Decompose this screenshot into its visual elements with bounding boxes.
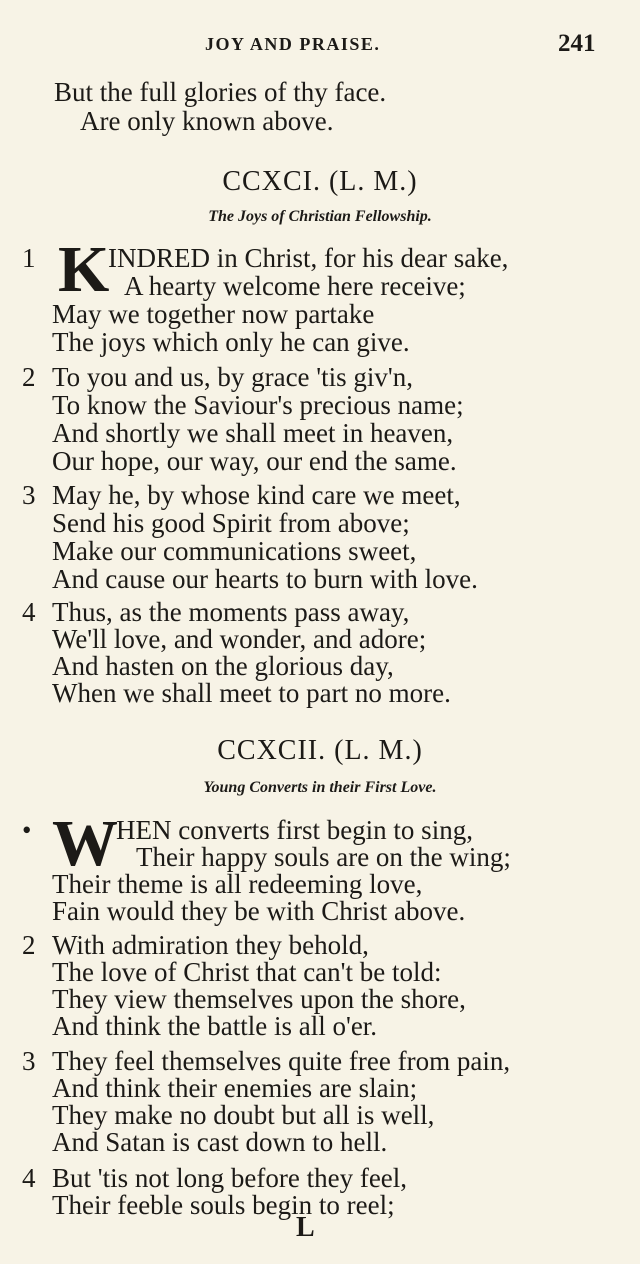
signature-mark: L bbox=[296, 1212, 315, 1243]
verse-line: HEN converts first begin to sing, bbox=[116, 815, 473, 845]
verse-line: They make no doubt but all is well, bbox=[52, 1100, 435, 1130]
verse-line: And think the battle is all o'er. bbox=[52, 1011, 378, 1041]
verse-line: May we together now partake bbox=[52, 299, 375, 329]
verse-line: But 'tis not long before they feel, bbox=[52, 1163, 408, 1193]
verse-line: May he, by whose kind care we meet, bbox=[52, 480, 461, 510]
verse-line: We'll love, and wonder, and adore; bbox=[52, 624, 427, 654]
verse-line: And shortly we shall meet in heaven, bbox=[52, 418, 454, 448]
verse-line: Our hope, our way, our end the same. bbox=[52, 446, 457, 476]
drop-cap: W bbox=[52, 807, 118, 880]
verse-line: They feel themselves quite free from pain, bbox=[52, 1046, 511, 1076]
verse-number: 3 bbox=[22, 480, 36, 510]
verse-line: And cause our hearts to burn with love. bbox=[52, 564, 478, 594]
verse-line: And hasten on the glorious day, bbox=[52, 651, 394, 681]
verse-line: To you and us, by grace 'tis giv'n, bbox=[52, 362, 414, 392]
verse-number: 3 bbox=[22, 1046, 36, 1076]
verse-line: They view themselves upon the shore, bbox=[52, 984, 466, 1014]
verse-marker: • bbox=[22, 815, 32, 845]
verse-line: Their happy souls are on the wing; bbox=[136, 842, 511, 872]
running-head bbox=[0, 30, 640, 60]
verse-line: And think their enemies are slain; bbox=[52, 1073, 418, 1103]
hymn-subtitle: The Joys of Christian Fellowship. bbox=[208, 208, 432, 225]
page-number: 241 bbox=[558, 30, 596, 57]
carryover-line: But the full glories of thy face. bbox=[54, 77, 387, 107]
verse-line: Their theme is all redeeming love, bbox=[52, 869, 423, 899]
verse-line: When we shall meet to part no more. bbox=[52, 678, 451, 708]
verse-line: With admiration they behold, bbox=[52, 930, 369, 960]
running-title: JOY AND PRAISE. bbox=[205, 34, 381, 54]
verse-line: Make our communications sweet, bbox=[52, 536, 417, 566]
verse-number: 4 bbox=[22, 1163, 36, 1193]
verse-number: 4 bbox=[22, 597, 36, 627]
hymn-title: CCXCII. (L. M.) bbox=[217, 735, 423, 766]
verse-line: INDRED in Christ, for his dear sake, bbox=[108, 243, 509, 273]
verse-line: A hearty welcome here receive; bbox=[124, 271, 466, 301]
verse-line: Thus, as the moments pass away, bbox=[52, 597, 410, 627]
verse-number: 2 bbox=[22, 930, 36, 960]
drop-cap: K bbox=[58, 233, 110, 306]
verse-line: The joys which only he can give. bbox=[52, 327, 410, 357]
carryover-line: Are only known above. bbox=[80, 106, 334, 136]
verse-line: To know the Saviour's precious name; bbox=[52, 390, 464, 420]
hymn-subtitle: Young Converts in their First Love. bbox=[203, 779, 437, 796]
verse-line: Fain would they be with Christ above. bbox=[52, 896, 466, 926]
hymn-title: CCXCI. (L. M.) bbox=[222, 166, 418, 197]
verse-line: The love of Christ that can't be told: bbox=[52, 957, 442, 987]
verse-line: Their feeble souls begin to reel; bbox=[52, 1190, 395, 1220]
verse-line: And Satan is cast down to hell. bbox=[52, 1127, 388, 1157]
verse-number: 2 bbox=[22, 362, 36, 392]
verse-line: Send his good Spirit from above; bbox=[52, 508, 410, 538]
verse-number: 1 bbox=[22, 243, 36, 273]
